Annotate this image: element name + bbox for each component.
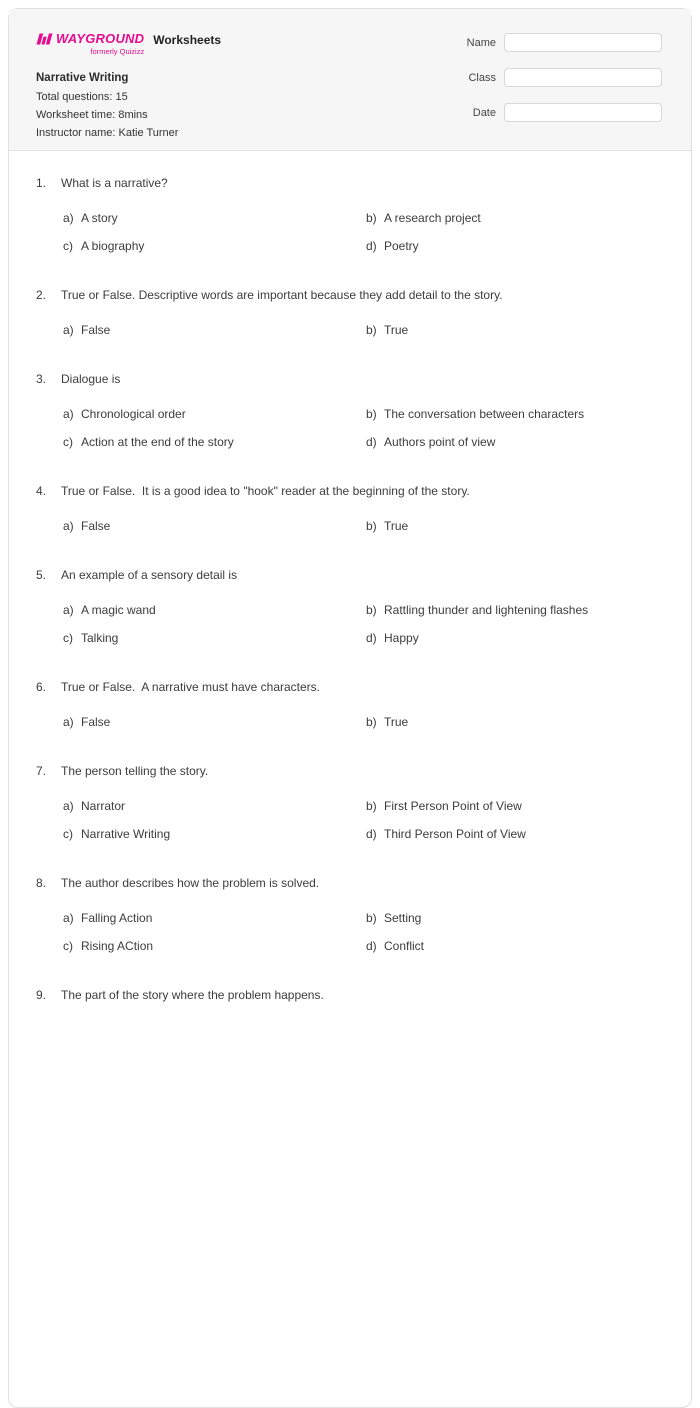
answer-option [366,631,663,646]
option-marker: c) [63,239,73,253]
option-text: Poetry [384,239,419,253]
option-marker: a) [63,323,74,337]
option-text: Talking [81,631,119,645]
answer-option [366,911,663,926]
answer-option [63,603,366,618]
option-marker: c) [63,827,73,841]
question-number: 1. [36,176,47,190]
question-number: 2. [36,288,47,302]
answer-option [63,799,366,814]
answer-option [366,323,663,338]
question-options [61,323,663,338]
option-marker: b) [366,799,377,813]
question-number: 4. [36,484,47,498]
worksheet-card [8,8,692,1408]
answer-option [366,827,663,842]
question [36,484,663,534]
question-text: The person telling the story. [61,764,209,778]
option-marker: b) [366,323,377,337]
option-marker: b) [366,715,377,729]
answer-option [366,603,663,618]
student-fields [438,31,662,150]
option-text: Rattling thunder and lightening flashes [384,603,589,617]
answer-option [63,239,366,254]
question-text: True or False. Descriptive words are important because they add detail to the story. [61,288,503,302]
answer-option [366,519,663,534]
question-options [61,911,663,954]
answer-option [63,827,366,842]
option-marker: b) [366,603,377,617]
question-options [61,211,663,254]
option-marker: c) [63,435,73,449]
field-label: Class [468,71,496,84]
option-text: Action at the end of the story [81,435,234,449]
question-text: An example of a sensory detail is [61,568,238,582]
option-marker: b) [366,211,377,225]
question-options [61,519,663,534]
answer-option [366,939,663,954]
answer-option [63,407,366,422]
option-marker: b) [366,519,377,533]
worksheet-meta-line: Worksheet time: 8mins [36,109,148,121]
question [36,680,663,730]
question-text: True or False. It is a good idea to "hook" reader at the beginning of the story. [61,484,470,498]
option-text: A magic wand [81,603,156,617]
question-options [61,715,663,730]
answer-option [63,323,366,338]
student-field-row [438,33,662,52]
option-text: The conversation between characters [384,407,585,421]
option-marker: a) [63,407,74,421]
question-text: The part of the story where the problem happens. [61,988,324,1002]
question-number: 8. [36,876,47,890]
option-marker: a) [63,603,74,617]
option-text: False [81,519,111,533]
answer-option [63,519,366,534]
question-text: Dialogue is [61,372,121,386]
question-options [61,603,663,646]
question-number: 9. [36,988,47,1002]
option-marker: d) [366,939,377,953]
question [36,372,663,450]
questions-section [9,151,691,1097]
option-marker: a) [63,519,74,533]
option-marker: b) [366,911,377,925]
answer-option [63,211,366,226]
answer-option [366,211,663,226]
worksheet-meta-line: Instructor name: Katie Turner [36,127,179,139]
question-number: 6. [36,680,47,694]
brand-wordmark: WAYGROUND [56,31,145,46]
option-marker: d) [366,827,377,841]
option-text: Chronological order [81,407,186,421]
option-text: True [384,323,409,337]
option-text: Setting [384,911,422,925]
answer-option [366,239,663,254]
answer-option [63,939,366,954]
class-input[interactable] [504,68,662,87]
question [36,176,663,254]
brand-logo [36,31,221,56]
date-input[interactable] [504,103,662,122]
question-number: 5. [36,568,47,582]
option-marker: d) [366,435,377,449]
header-left [36,31,221,150]
product-name: Worksheets [153,33,222,47]
worksheet-meta-line: Total questions: 15 [36,91,128,103]
answer-option [366,715,663,730]
option-text: A biography [81,239,145,253]
question-options [61,407,663,450]
question [36,764,663,842]
option-text: First Person Point of View [384,799,522,813]
question [36,568,663,646]
option-text: Narrator [81,799,126,813]
option-text: A research project [384,211,481,225]
student-field-row [438,103,662,122]
option-text: False [81,715,111,729]
option-marker: c) [63,939,73,953]
answer-option [366,407,663,422]
answer-option [366,799,663,814]
wayground-w-flame-icon [36,32,53,46]
option-text: Narrative Writing [81,827,171,841]
option-text: Authors point of view [384,435,496,449]
worksheet-meta [36,88,221,142]
question-number: 3. [36,372,47,386]
option-marker: c) [63,631,73,645]
worksheet-header [9,9,691,151]
option-text: Third Person Point of View [384,827,526,841]
field-label: Date [472,106,496,119]
field-label: Name [466,36,496,49]
answer-option [63,435,366,450]
option-text: Rising ACtion [81,939,154,953]
option-text: A story [81,211,118,225]
option-text: Conflict [384,939,425,953]
question [36,288,663,338]
option-text: Happy [384,631,419,645]
option-marker: d) [366,239,377,253]
student-field-row [438,68,662,87]
question-number: 7. [36,764,47,778]
worksheet-title: Narrative Writing [36,72,129,84]
question [36,988,663,1003]
option-marker: a) [63,715,74,729]
option-marker: a) [63,211,74,225]
question-options [61,799,663,842]
option-marker: a) [63,911,74,925]
option-text: True [384,519,409,533]
option-marker: a) [63,799,74,813]
answer-option [63,715,366,730]
question-text: True or False. A narrative must have characters. [61,680,320,694]
question [36,876,663,954]
option-marker: d) [366,631,377,645]
answer-option [366,435,663,450]
option-marker: b) [366,407,377,421]
option-text: True [384,715,409,729]
option-text: Falling Action [81,911,153,925]
question-text: What is a narrative? [61,176,168,190]
brand-tagline: formerly Quizizz [90,47,145,56]
answer-option [63,911,366,926]
answer-option [63,631,366,646]
name-input[interactable] [504,33,662,52]
question-text: The author describes how the problem is solved. [61,876,320,890]
option-text: False [81,323,111,337]
